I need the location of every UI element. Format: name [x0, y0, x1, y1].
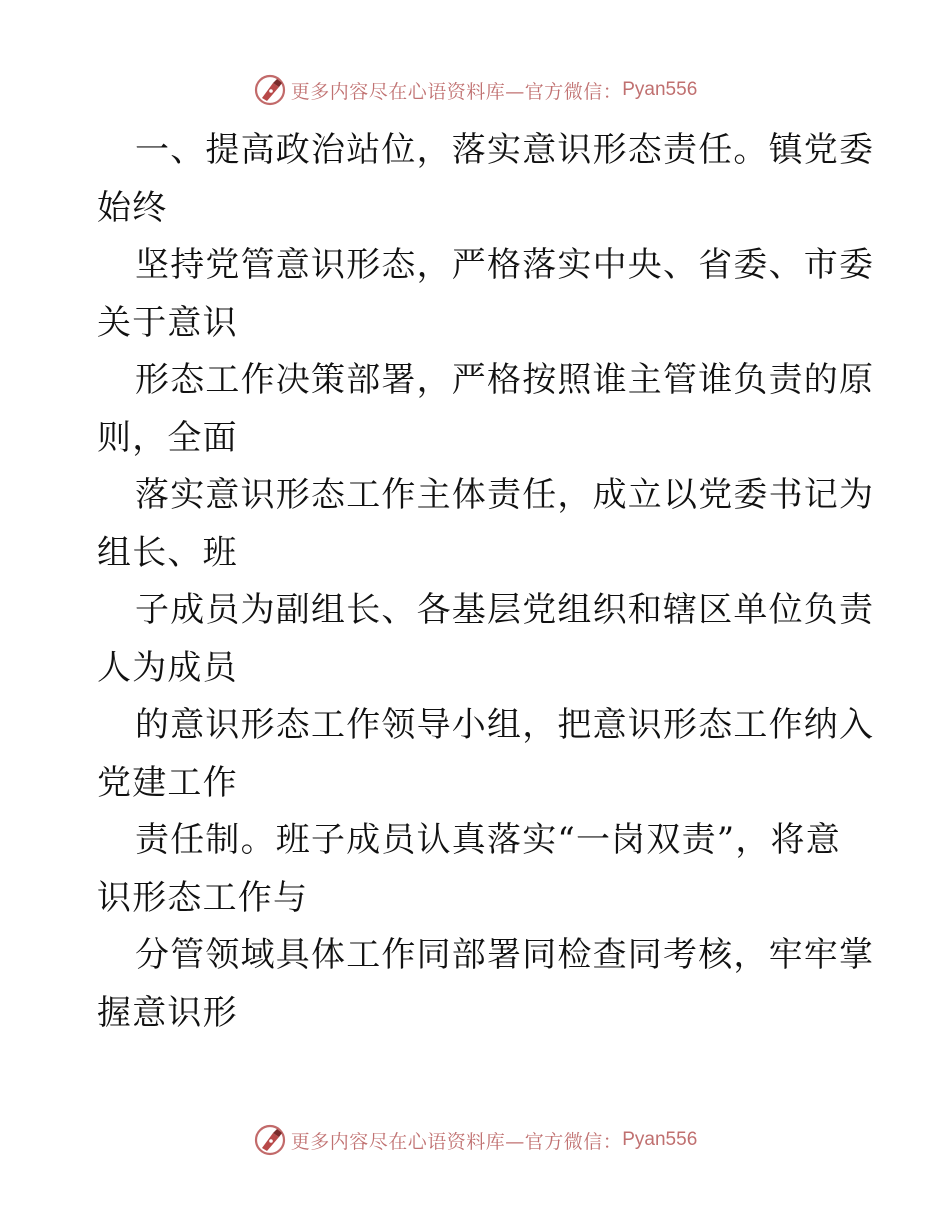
footer-watermark [0, 1120, 950, 1160]
pen-nib-logo-icon [253, 73, 287, 107]
watermark-wechat-id: Pyan556 [622, 79, 698, 100]
watermark-wechat-id: Pyan556 [622, 1129, 698, 1150]
text-line: 的意识形态工作领导小组，把意识形态工作纳入 [135, 705, 875, 745]
text-line: 握意识形 [97, 992, 238, 1033]
pen-nib-logo-icon [253, 1123, 287, 1157]
text-line: 关于意识 [97, 302, 238, 343]
text-line: 则，全面 [97, 417, 238, 458]
text-line: 党建工作 [97, 762, 238, 803]
text-line: 分管领域具体工作同部署同检查同考核，牢牢掌 [135, 935, 875, 975]
text-line: 子成员为副组长、各基层党组织和辖区单位负责 [135, 590, 875, 630]
text-line: 人为成员 [97, 647, 238, 688]
text-line: 始终 [97, 187, 168, 228]
text-line: 一、提高政治站位，落实意识形态责任。镇党委 [135, 130, 875, 170]
watermark-text: 更多内容尽在心语资料库—官方微信： [290, 1130, 623, 1153]
text-line: 坚持党管意识形态，严格落实中央、省委、市委 [135, 245, 875, 285]
text-line: 识形态工作与 [97, 877, 309, 918]
text-line: 落实意识形态工作主体责任，成立以党委书记为 [135, 475, 875, 515]
watermark-text: 更多内容尽在心语资料库—官方微信： [290, 80, 623, 103]
text-line: 组长、班 [97, 532, 238, 573]
header-watermark [0, 70, 950, 110]
text-line: 责任制。班子成员认真落实“一岗双责”，将意 [135, 820, 841, 860]
text-line: 形态工作决策部署，严格按照谁主管谁负责的原 [135, 360, 875, 400]
document-body [97, 122, 875, 1042]
